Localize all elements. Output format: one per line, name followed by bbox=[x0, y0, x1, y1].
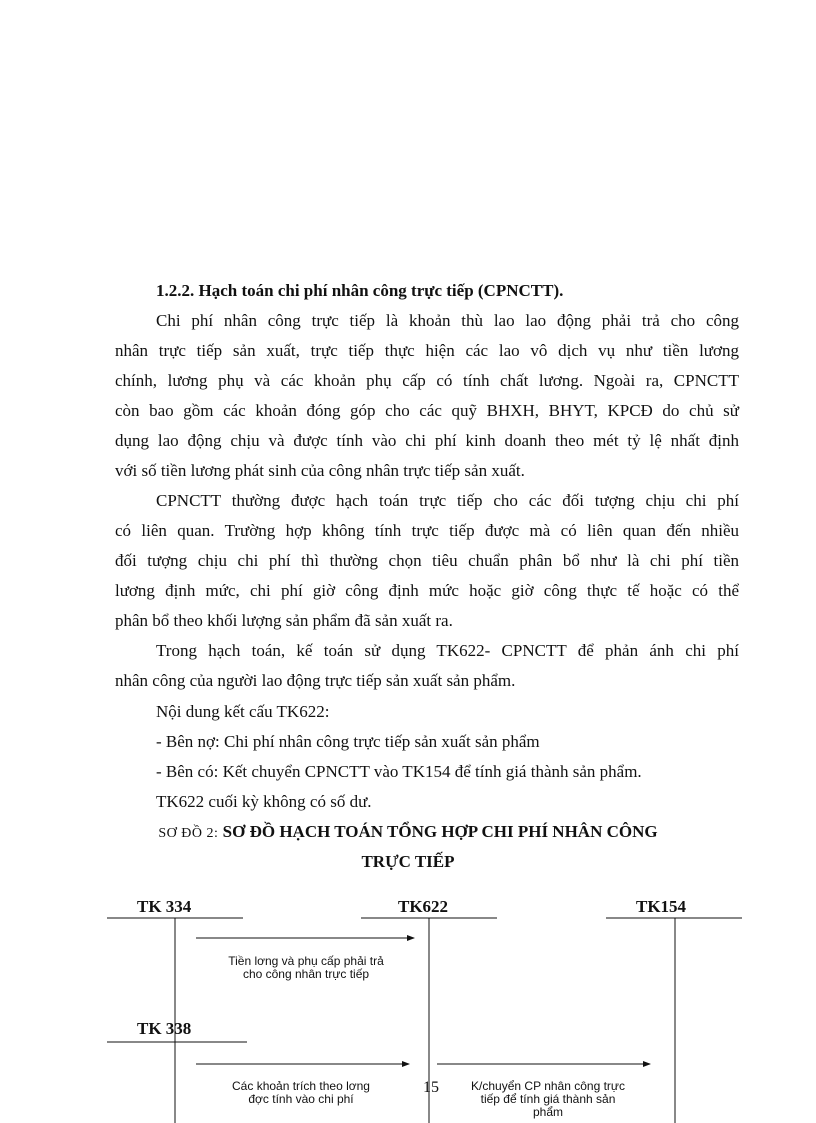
paragraph-line: nhân trực tiếp sản xuất, trực tiếp thực hiện các lao vô dịch vụ như tiền lương bbox=[115, 341, 739, 360]
section-heading: 1.2.2. Hạch toán chi phí nhân công trực tiếp (CPNCTT). bbox=[156, 281, 564, 300]
paragraph-line: nhân công của người lao động trực tiếp sản xuất sản phẩm. bbox=[115, 671, 516, 690]
paragraph-line: dụng lao động chịu và được tính vào chi phí kinh doanh theo mét tỷ lệ nhất định bbox=[115, 431, 739, 450]
account-label-tk154: TK154 bbox=[636, 897, 687, 916]
account-label-tk338: TK 338 bbox=[137, 1019, 192, 1038]
diagram-title bbox=[0, 822, 816, 842]
transfer-flow-note bbox=[443, 1080, 653, 1119]
balance-note: TK622 cuối kỳ không có số dư. bbox=[156, 792, 372, 811]
note-line: tiếp để tính giá thành sản bbox=[480, 1092, 616, 1106]
paragraph-allocation bbox=[115, 486, 739, 636]
note-line: cho công nhân trực tiếp bbox=[242, 967, 370, 981]
wages-flow-note bbox=[196, 955, 416, 981]
paragraph-line: CPNCTT thường được hạch toán trực tiếp cho các đối tượng chịu chi phí bbox=[156, 491, 739, 510]
note-line: K/chuyển CP nhân công trực bbox=[471, 1079, 625, 1093]
deductions-flow-note bbox=[196, 1080, 406, 1106]
debit-side-text: - Bên nợ: Chi phí nhân công trực tiếp sản xuất sản phẩm bbox=[156, 732, 540, 751]
diagram-title-line1: SƠ ĐỒ HẠCH TOÁN TỔNG HỢP CHI PHÍ NHÂN CÔNG bbox=[222, 822, 658, 841]
paragraph-line: Trong hạch toán, kế toán sử dụng TK622- CPNCTT để phản ánh chi phí bbox=[156, 641, 739, 660]
paragraph-labor-cost-definition bbox=[115, 306, 739, 486]
paragraph-line: phân bổ theo khối lượng sản phẩm đã sản xuất ra. bbox=[115, 611, 453, 630]
diagram-title-line2: TRỰC TIẾP bbox=[361, 852, 455, 871]
note-line: phẩm bbox=[532, 1105, 564, 1119]
note-line: Tiền lơng và phụ cấp phải trả bbox=[228, 954, 384, 968]
page-number: 15 bbox=[423, 1079, 439, 1096]
paragraph-line: có liên quan. Trường hợp không tính trực tiếp được mà có liên quan đến nhiều bbox=[115, 521, 739, 540]
paragraph-tk622-usage bbox=[115, 636, 739, 696]
paragraph-line: chính, lương phụ và các khoản phụ cấp có tính chất lương. Ngoài ra, CPNCTT bbox=[115, 371, 739, 390]
paragraph-line: lương định mức, chi phí giờ công định mức hoặc giờ công thực tế hoặc có thể bbox=[115, 581, 739, 600]
note-line: đợc tính vào chi phí bbox=[248, 1092, 354, 1106]
note-line: Các khoản trích theo lơng bbox=[232, 1079, 370, 1093]
paragraph-line: còn bao gồm các khoản đóng góp cho các quỹ BHXH, BHYT, KPCĐ do chủ sử bbox=[115, 401, 739, 420]
account-label-tk622: TK622 bbox=[398, 897, 449, 916]
account-label-tk334: TK 334 bbox=[137, 897, 192, 916]
credit-side-text: - Bên có: Kết chuyển CPNCTT vào TK154 để tính giá thành sản phẩm. bbox=[156, 762, 642, 781]
paragraph-line: đối tượng chịu chi phí thì thường chọn tiêu chuẩn phân bổ như là chi phí tiền bbox=[115, 551, 739, 570]
paragraph-line: Chi phí nhân công trực tiếp là khoản thù lao lao động phải trả cho công bbox=[156, 311, 739, 330]
structure-intro: Nội dung kết cấu TK622: bbox=[156, 702, 330, 721]
diagram-title-prefix: SƠ ĐỒ 2: bbox=[158, 826, 219, 841]
paragraph-line: với số tiền lương phát sinh của công nhân trực tiếp sản xuất. bbox=[115, 461, 525, 480]
